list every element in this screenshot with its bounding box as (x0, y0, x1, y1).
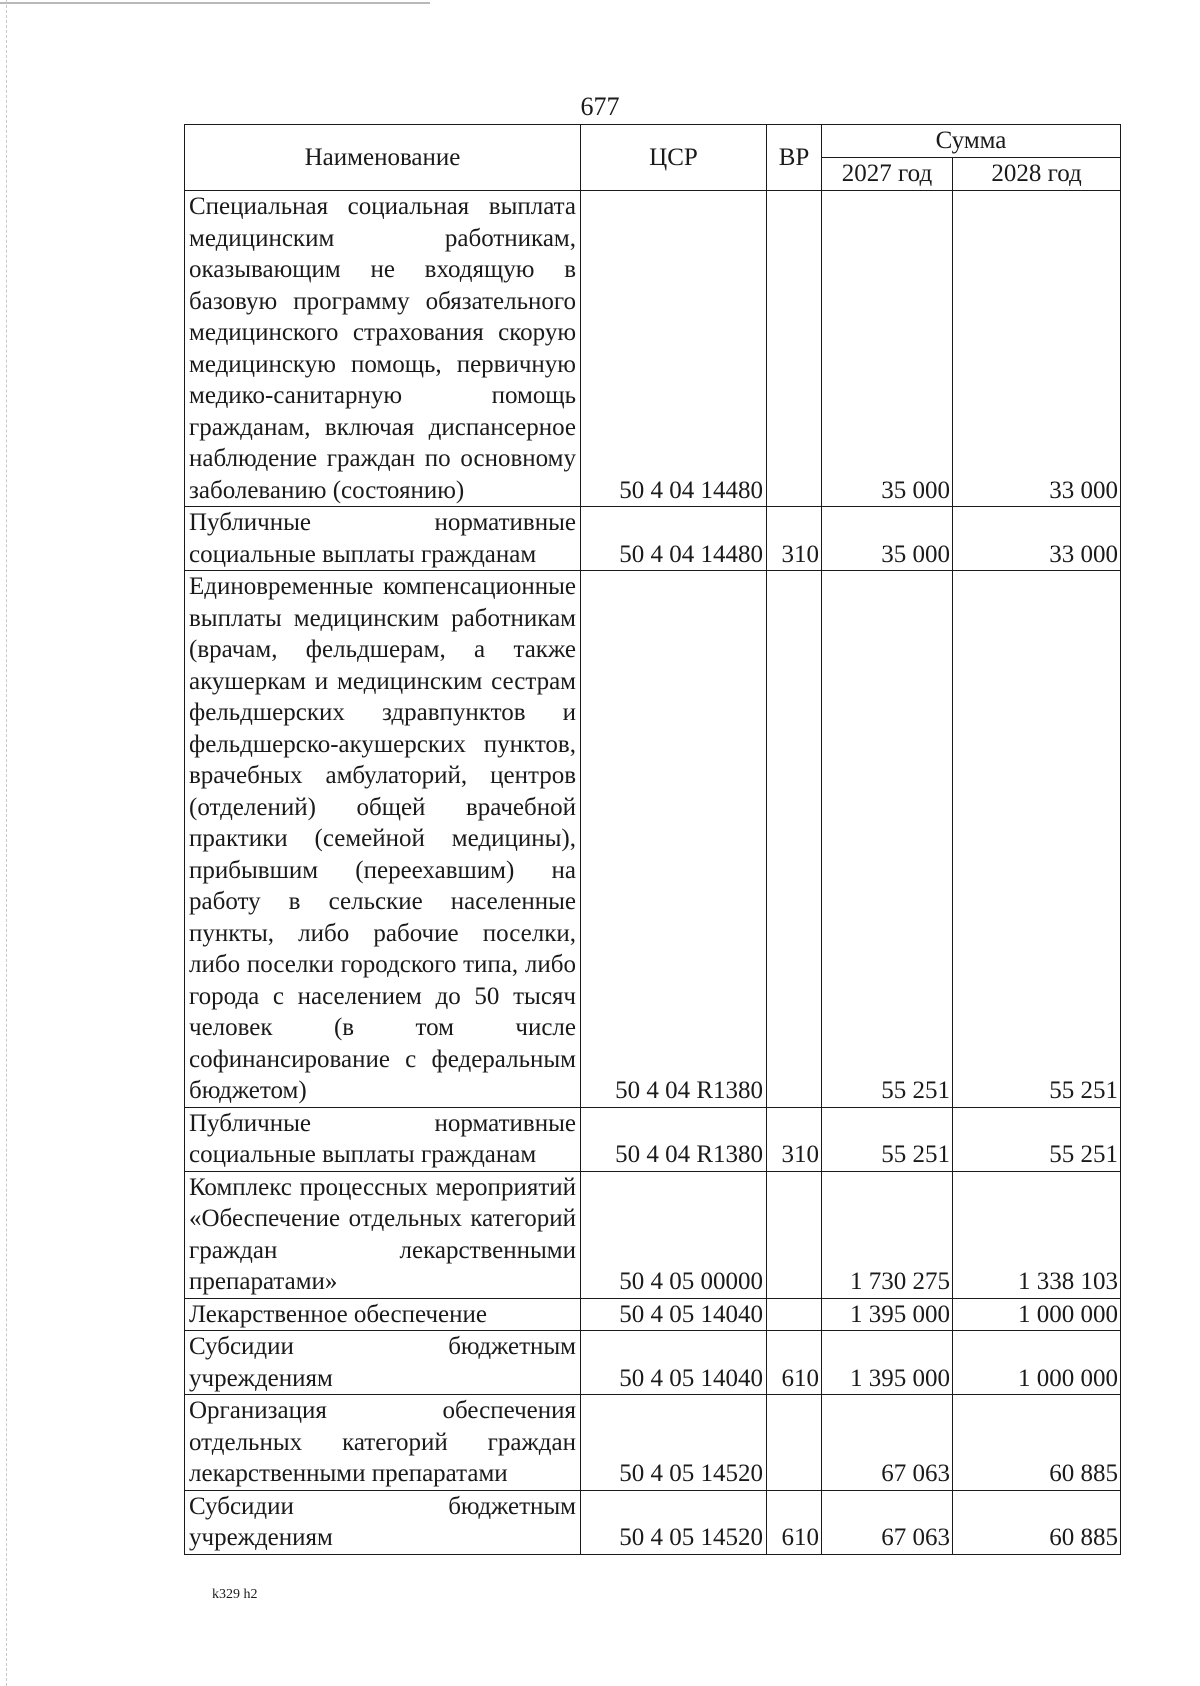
budget-table-container (184, 124, 1120, 1555)
row-vr: 310 (767, 507, 822, 571)
row-vr (767, 571, 822, 1108)
row-amount-2027: 1 395 000 (822, 1298, 953, 1331)
page-number: 677 (580, 92, 620, 121)
table-header (185, 125, 1121, 191)
row-name: Публичные нормативные социальные выплаты гражданам (185, 507, 581, 571)
row-name: Лекарственное обеспечение (185, 1298, 581, 1331)
row-amount-2027: 1 730 275 (822, 1171, 953, 1298)
row-name: Субсидии бюджетным учреждениям (185, 1331, 581, 1395)
row-amount-2027: 55 251 (822, 1107, 953, 1171)
header-sum: Сумма (822, 125, 1121, 158)
row-amount-2028: 1 000 000 (953, 1298, 1121, 1331)
row-name: Публичные нормативные социальные выплаты гражданам (185, 1107, 581, 1171)
budget-table (184, 124, 1121, 1555)
header-name: Наименование (185, 125, 581, 191)
row-csr: 50 4 04 14480 (581, 507, 767, 571)
row-vr: 310 (767, 1107, 822, 1171)
header-year-2028: 2028 год (953, 158, 1121, 191)
row-csr: 50 4 05 14040 (581, 1298, 767, 1331)
row-csr: 50 4 05 14040 (581, 1331, 767, 1395)
row-vr (767, 191, 822, 507)
row-amount-2028: 60 885 (953, 1395, 1121, 1491)
table-body (185, 191, 1121, 1555)
table-row (185, 191, 1121, 507)
row-amount-2028: 55 251 (953, 1107, 1121, 1171)
row-amount-2028: 33 000 (953, 507, 1121, 571)
row-name: Субсидии бюджетным учреждениям (185, 1490, 581, 1554)
row-amount-2027: 35 000 (822, 507, 953, 571)
table-row (185, 1171, 1121, 1298)
header-vr: ВР (767, 125, 822, 191)
row-csr: 50 4 04 14480 (581, 191, 767, 507)
row-amount-2028: 1 338 103 (953, 1171, 1121, 1298)
table-row (185, 1298, 1121, 1331)
document-footer-code: k329 h2 (212, 1587, 258, 1602)
row-amount-2027: 67 063 (822, 1395, 953, 1491)
row-name: Единовременные компенсационные выплаты медицинским работникам (врачам, фельдшерам, а также акушеркам и медицинским сестрам фельдшерских здравпунктов и фельдшерско-акушерских пунктов, врачебных амбулаторий, центров (отделений) общей врачебной практики (семейной медицины), прибывшим (переехавшим) на работу в сельские населенные пункты, либо рабочие поселки, либо поселки городского типа, либо города с населением до 50 тысяч человек (в том числе софинансирование с федеральным бюджетом) (185, 571, 581, 1108)
row-amount-2027: 35 000 (822, 191, 953, 507)
scan-top-edge (0, 2, 430, 4)
row-vr (767, 1298, 822, 1331)
row-name: Специальная социальная выплата медицинским работникам, оказывающим не входящую в базовую программу обязательного медицинского страхования скорую медицинскую помощь, первичную медико-санитарную помощь гражданам, включая диспансерное наблюдение граждан по основному заболеванию (состоянию) (185, 191, 581, 507)
header-csr: ЦСР (581, 125, 767, 191)
row-csr: 50 4 04 R1380 (581, 571, 767, 1108)
header-year-2027: 2027 год (822, 158, 953, 191)
row-amount-2028: 33 000 (953, 191, 1121, 507)
row-vr: 610 (767, 1490, 822, 1554)
row-amount-2027: 67 063 (822, 1490, 953, 1554)
row-name: Организация обеспечения отдельных категорий граждан лекарственными препаратами (185, 1395, 581, 1491)
row-amount-2028: 1 000 000 (953, 1331, 1121, 1395)
table-row (185, 1107, 1121, 1171)
row-vr (767, 1171, 822, 1298)
row-csr: 50 4 05 00000 (581, 1171, 767, 1298)
row-amount-2027: 1 395 000 (822, 1331, 953, 1395)
row-vr: 610 (767, 1331, 822, 1395)
row-name: Комплекс процессных мероприятий «Обеспечение отдельных категорий граждан лекарственными препаратами» (185, 1171, 581, 1298)
row-amount-2028: 60 885 (953, 1490, 1121, 1554)
table-row (185, 571, 1121, 1108)
table-row (185, 1490, 1121, 1554)
table-row (185, 1395, 1121, 1491)
header-row-1 (185, 125, 1121, 158)
table-row (185, 1331, 1121, 1395)
row-csr: 50 4 05 14520 (581, 1490, 767, 1554)
row-csr: 50 4 05 14520 (581, 1395, 767, 1491)
scan-left-edge (6, 0, 7, 1686)
table-row (185, 507, 1121, 571)
row-vr (767, 1395, 822, 1491)
row-csr: 50 4 04 R1380 (581, 1107, 767, 1171)
row-amount-2027: 55 251 (822, 571, 953, 1108)
row-amount-2028: 55 251 (953, 571, 1121, 1108)
